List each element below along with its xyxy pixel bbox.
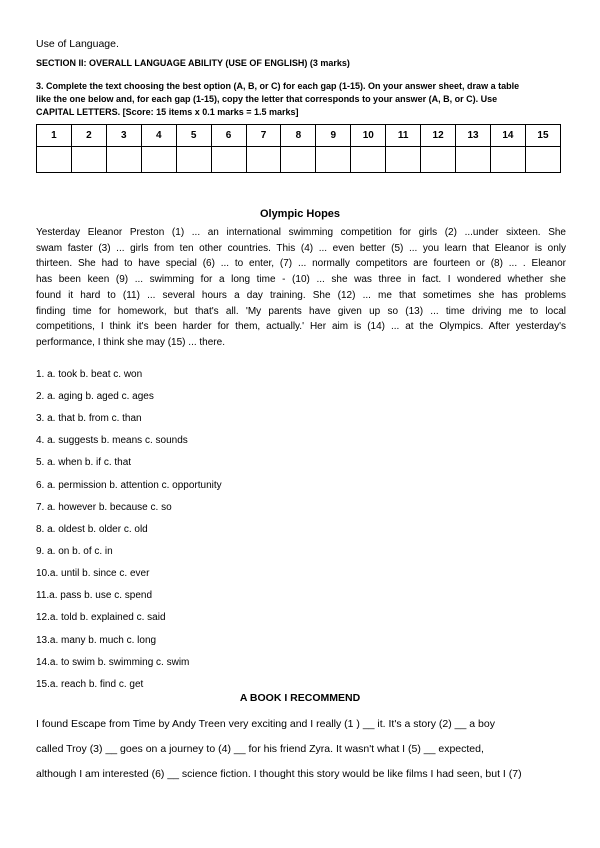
option-item: 7. a. however b. because c. so [36, 502, 172, 513]
text2-paragraph [36, 712, 566, 787]
instruction-line: 3. Complete the text choosing the best option (A, B, or C) for each gap (1-15). On your answer sheet, draw a table [36, 81, 520, 91]
answer-column-header: 9 [316, 125, 351, 147]
option-item: 12.a. told b. explained c. said [36, 612, 166, 623]
answer-cell[interactable] [141, 147, 176, 173]
answer-cell[interactable] [246, 147, 281, 173]
instruction-line: like the one below and, for each gap (1-15), copy the letter that corresponds to your answer (A, B, or C). Use [36, 94, 498, 104]
option-item: 9. a. on b. of c. in [36, 546, 113, 557]
option-item: 2. a. aging b. aged c. ages [36, 391, 154, 402]
option-item: 10.a. until b. since c. ever [36, 568, 150, 579]
answer-cell[interactable] [106, 147, 141, 173]
text2-line: although I am interested (6) __ science fiction. I thought this story would be like films I had seen, but I (7) [36, 768, 522, 780]
answer-column-header: 1 [37, 125, 72, 147]
option-item: 15.a. reach b. find c. get [36, 679, 144, 690]
text1-line: Yesterday Eleanor Preston (1) ... an international swimming competition for girls (2) ...under sixteen. She [36, 227, 566, 238]
text1-line: performance, I think she may (15) ... there. [36, 336, 225, 348]
answer-column-header: 8 [281, 125, 316, 147]
text1-line: swam faster (3) ... girls from ten other countries. This (4) ... even better (5) ... you learn that Eleanor is only [36, 242, 566, 254]
answer-cell[interactable] [456, 147, 491, 173]
answer-column-header: 7 [246, 125, 281, 147]
answer-cell[interactable] [316, 147, 351, 173]
answer-cell[interactable] [281, 147, 316, 173]
answer-column-header: 10 [351, 125, 386, 147]
answer-column-header: 4 [141, 125, 176, 147]
answer-cell[interactable] [37, 147, 72, 173]
answer-column-header: 12 [421, 125, 456, 147]
text1-paragraph [36, 225, 566, 351]
answer-table-header-row [37, 125, 561, 147]
option-item: 8. a. oldest b. older c. old [36, 524, 148, 535]
answer-column-header: 11 [386, 125, 421, 147]
answer-cell[interactable] [351, 147, 386, 173]
answer-cell[interactable] [525, 147, 560, 173]
text1-line: finding time for homework, but that's all. 'My parents have given up so (13) ... time driving me to local [36, 305, 566, 317]
option-item: 6. a. permission b. attention c. opportunity [36, 480, 222, 491]
text2-line: I found Escape from Time by Andy Treen very exciting and I really (1 ) __ it. It's a story (2) __ a boy [36, 718, 495, 730]
option-item: 5. a. when b. if c. that [36, 457, 132, 468]
answer-cell[interactable] [71, 147, 106, 173]
answer-column-header: 2 [71, 125, 106, 147]
answer-cell[interactable] [421, 147, 456, 173]
course-label: Use of Language. [36, 38, 119, 50]
answer-cell[interactable] [176, 147, 211, 173]
answer-column-header: 15 [525, 125, 560, 147]
text1-line: thirteen. She had to have special (6) ... to enter, (7) ... normally competitors are fourteen or (8) ... . Eleanor [36, 258, 566, 270]
answer-column-header: 14 [490, 125, 525, 147]
option-item: 11.a. pass b. use c. spend [36, 590, 153, 601]
option-item: 1. a. took b. beat c. won [36, 369, 143, 380]
option-item: 3. a. that b. from c. than [36, 413, 142, 424]
text2-title: A BOOK I RECOMMEND [239, 692, 361, 704]
instruction-line: CAPITAL LETTERS. [Score: 15 items x 0.1 marks = 1.5 marks] [36, 107, 299, 117]
text1-title: Olympic Hopes [259, 208, 341, 220]
answer-column-header: 3 [106, 125, 141, 147]
answer-column-header: 6 [211, 125, 246, 147]
option-item: 4. a. suggests b. means c. sounds [36, 435, 188, 446]
text1-line: has been keen (9) ... swimming for a long time - (10) ... she was three in fact. I wondered whether she [36, 274, 566, 286]
answer-column-header: 13 [456, 125, 491, 147]
task-instructions [36, 80, 564, 119]
answer-cell[interactable] [386, 147, 421, 173]
answer-table [36, 124, 561, 173]
answer-cell[interactable] [211, 147, 246, 173]
answer-table-blank-row [37, 147, 561, 173]
answer-column-header: 5 [176, 125, 211, 147]
answer-cell[interactable] [490, 147, 525, 173]
text2-line: called Troy (3) __ goes on a journey to (4) __ for his friend Zyra. It wasn't what I (5) __ expected, [36, 743, 484, 755]
section-heading: SECTION II: OVERALL LANGUAGE ABILITY (USE OF ENGLISH) (3 marks) [36, 58, 350, 68]
text1-line: competitions, I think it's been harder for them, actually.' Her aim is (14) ... at the Olympics. After yesterday's [36, 321, 566, 333]
option-item: 13.a. many b. much c. long [36, 635, 157, 646]
text1-line: found it hard to (11) ... several hours a day training. She (12) ... me that sometimes she has problems [36, 289, 566, 301]
option-item: 14.a. to swim b. swimming c. swim [36, 657, 190, 668]
